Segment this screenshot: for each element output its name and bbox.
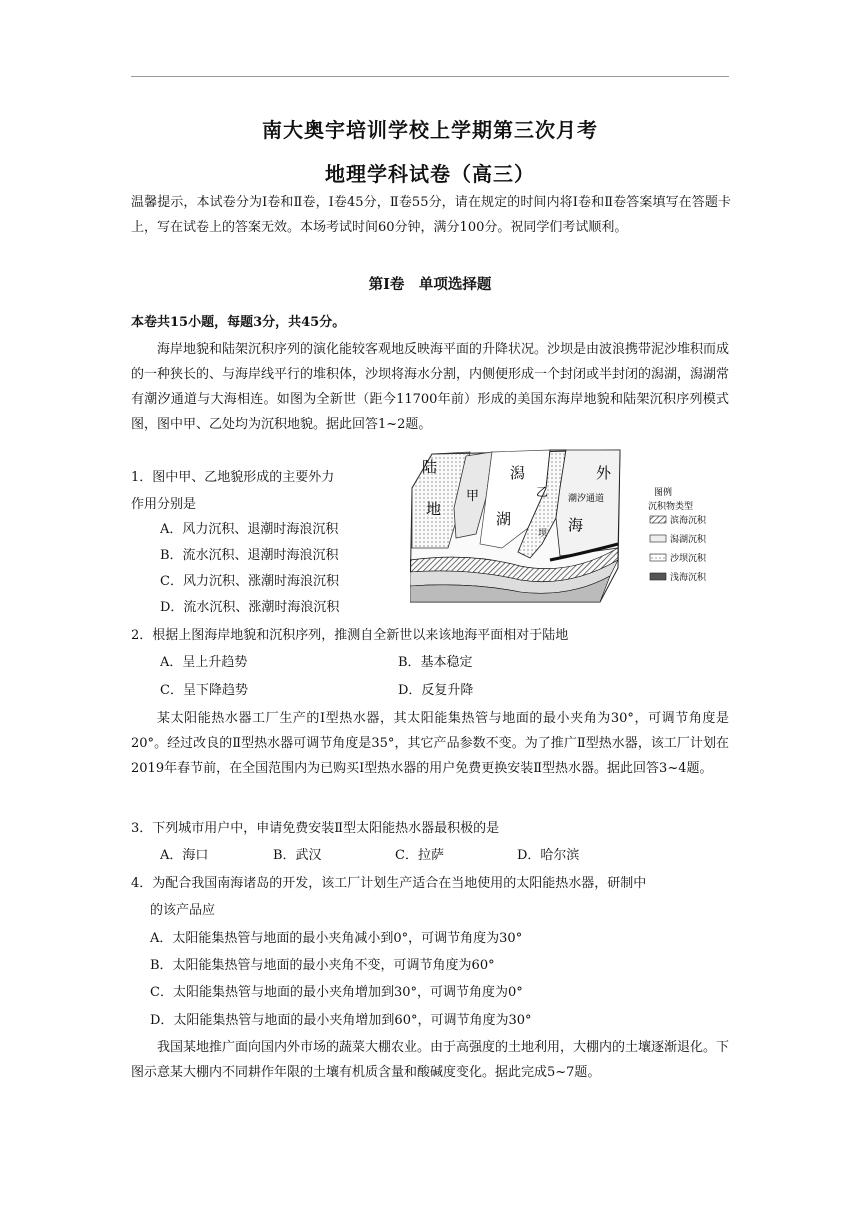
legend-item-bar: 沙坝沉积 (670, 554, 707, 564)
q1-stem-line2: 作用分别是 (131, 497, 197, 512)
header-rule (131, 76, 729, 77)
q4-option-a[interactable]: A．太阳能集热管与地面的最小夹角减小到0°，可调节角度为30° (150, 931, 523, 946)
section-title: 第Ⅰ卷 单项选择题 (368, 276, 492, 293)
legend-title: 图例 (654, 488, 673, 498)
legend-item-lagoon: 潟湖沉积 (670, 535, 707, 545)
figure-label-land2: 地 (426, 500, 442, 518)
coastal-block-diagram (410, 448, 730, 604)
q4-stem-line2: 的该产品应 (150, 903, 216, 918)
q2-option-c[interactable]: C．呈下降趋势 (160, 683, 248, 698)
passage-2: 某太阳能热水器工厂生产的Ⅰ型热水器，其太阳能集热管与地面的最小夹角为30°，可调节角度是20°。经过改良的Ⅱ型热水器可调节角度是35°，其它产品参数不变。为了推广Ⅱ型热水器，该工厂计划在2019年春节前，在全国范围内为已购买Ⅰ型热水器的用户免费更换安装Ⅱ型热水器。据此回答3~4题。 (131, 711, 729, 776)
q2-stem: 2．根据上图海岸地貌和沉积序列，推测自全新世以来该地海平面相对于陆地 (131, 628, 569, 643)
figure-label-sea1: 外 (596, 464, 612, 482)
q1-option-b[interactable]: B．流水沉积、退潮时海浪沉积 (160, 548, 339, 563)
q4-option-d[interactable]: D．太阳能集热管与地面的最小夹角增加到60°，可调节角度为30° (150, 1013, 532, 1028)
figure-label-sea2: 海 (568, 516, 584, 534)
legend-swatch-shelf (650, 573, 666, 580)
legend-swatch-coastal (650, 516, 666, 523)
q3-option-d[interactable]: D．哈尔滨 (517, 848, 580, 863)
notice-text: 温馨提示，本试卷分为Ⅰ卷和Ⅱ卷，Ⅰ卷45分，Ⅱ卷55分，请在规定的时间内将Ⅰ卷和Ⅱ卷答案填写在答题卡上，写在试卷上的答案无效。本场考试时间60分钟，满分100分。祝同学们考试顺利。 (131, 195, 731, 235)
passage-1: 海岸地貌和陆架沉积序列的演化能较客观地反映海平面的升降状况。沙坝是由波浪携带泥沙堆积而成的一种狭长的、与海岸线平行的堆积体，沙坝将海水分割，内侧便形成一个封闭或半封闭的潟湖，潟湖常有潮汐通道与大海相连。如图为全新世（距今11700年前）形成的美国东海岸地貌和陆架沉积序列模式图，图中甲、乙处均为沉积地貌。据此回答1~2题。 (131, 342, 730, 432)
q3-stem: 3．下列城市用户中，申请免费安装Ⅱ型太阳能热水器最积极的是 (131, 821, 500, 836)
exam-subtitle: 地理学科试卷（高三） (325, 162, 535, 186)
figure-label-bar: 坝 (538, 529, 548, 539)
figure-label-channel: 潮汐通道 (568, 494, 605, 504)
legend-swatch-bar (650, 554, 666, 561)
q1-stem-line1: 1．图中甲、乙地貌形成的主要外力 (131, 470, 335, 485)
figure-label-land1: 陆 (422, 458, 438, 476)
q3-option-a[interactable]: A．海口 (160, 848, 209, 863)
legend-swatch-lagoon (650, 535, 666, 542)
section-instruction: 本卷共15小题，每题3分，共45分。 (131, 315, 346, 330)
q1-option-a[interactable]: A．风力沉积、退潮时海浪沉积 (160, 522, 339, 537)
legend-item-shelf: 浅海沉积 (670, 573, 707, 583)
q1-option-c[interactable]: C．风力沉积、涨潮时海浪沉积 (160, 574, 339, 589)
figure-label-yi: 乙 (536, 485, 549, 499)
passage-3: 我国某地推广面向国内外市场的蔬菜大棚农业。由于高强度的土地利用，大棚内的土壤逐渐退化。下图示意某大棚内不同耕作年限的土壤有机质含量和酸碱度变化。据此完成5~7题。 (131, 1040, 730, 1080)
q4-option-b[interactable]: B．太阳能集热管与地面的最小夹角不变，可调节角度为60° (150, 958, 495, 973)
q4-stem-line1: 4．为配合我国南海诸岛的开发，该工厂计划生产适合在当地使用的太阳能热水器，研制中 (131, 876, 647, 891)
q1-option-d[interactable]: D．流水沉积、涨潮时海浪沉积 (160, 600, 340, 615)
coastal-landform-figure (410, 448, 730, 604)
q2-option-a[interactable]: A．呈上升趋势 (160, 655, 248, 670)
q2-option-b[interactable]: B．基本稳定 (398, 655, 473, 670)
figure-label-jia: 甲 (466, 489, 480, 504)
figure-label-lagoon2: 湖 (496, 510, 512, 528)
q2-option-d[interactable]: D．反复升降 (398, 683, 474, 698)
q4-option-c[interactable]: C．太阳能集热管与地面的最小夹角增加到30°，可调节角度为0° (150, 985, 523, 1000)
figure-label-lagoon1: 潟 (510, 464, 526, 482)
exam-title: 南大奥宇培训学校上学期第三次月考 (262, 118, 598, 142)
legend-item-coastal: 滨海沉积 (670, 516, 707, 526)
q3-option-c[interactable]: C．拉萨 (395, 848, 444, 863)
legend-subtitle: 沉积物类型 (648, 502, 694, 512)
q3-option-b[interactable]: B．武汉 (273, 848, 322, 863)
